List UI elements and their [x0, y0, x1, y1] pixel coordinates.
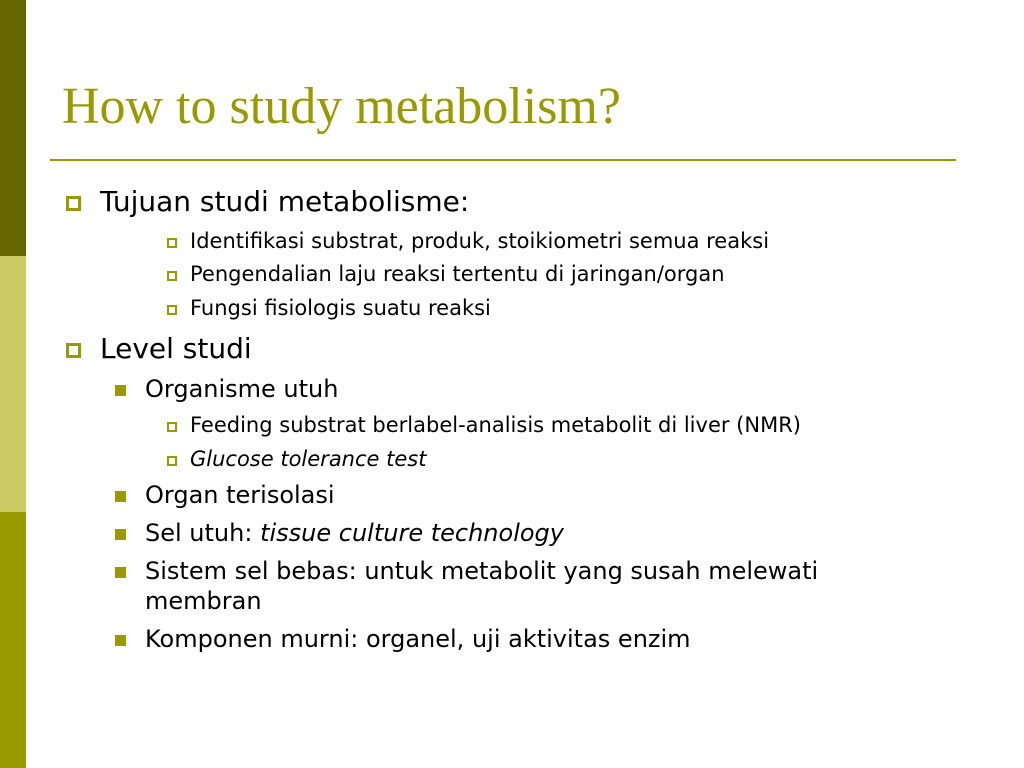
hollow-square-bullet-icon: [167, 238, 177, 248]
bullet-text: [145, 518, 564, 548]
bullet-text-line-2: membran: [145, 587, 262, 615]
bullet-tujuan: [100, 185, 469, 219]
hollow-square-bullet-icon: [66, 196, 81, 211]
hollow-square-bullet-icon: [167, 271, 177, 281]
hollow-square-bullet-icon: [167, 456, 177, 466]
sub-bullet-sistem-sel-bebas: [145, 556, 818, 616]
solid-square-bullet-icon: [115, 567, 126, 578]
solid-square-bullet-icon: [115, 491, 126, 502]
solid-square-bullet-icon: [115, 635, 126, 646]
hollow-square-bullet-icon: [167, 422, 177, 432]
bullet-text: Tujuan studi metabolisme:: [100, 185, 470, 218]
sub-bullet-pengendalian: [190, 261, 725, 287]
sub-bullet-komponen-murni: [145, 624, 691, 654]
bullet-level-studi: [100, 332, 252, 366]
bullet-text: Organisme utuh: [145, 375, 339, 403]
bullet-prefix: Sel utuh:: [145, 519, 261, 547]
bullet-text: Komponen murni: organel, uji aktivitas enzim: [145, 625, 691, 653]
hollow-square-bullet-icon: [66, 343, 81, 358]
bullet-text: Level studi: [100, 332, 252, 365]
bullet-text: Organ terisolasi: [145, 481, 335, 509]
bullet-emphasis: tissue culture technology: [260, 519, 564, 547]
bullet-text: Pengendalian laju reaksi tertentu di jaringan/organ: [190, 262, 725, 286]
sub-bullet-fungsi: [190, 295, 491, 321]
sub-bullet-organ-terisolasi: [145, 480, 335, 510]
sub-bullet-sel-utuh: [145, 518, 564, 548]
bullet-text: Feeding substrat berlabel-analisis metabolit di liver (NMR): [190, 413, 801, 437]
solid-square-bullet-icon: [115, 385, 126, 396]
sub-sub-bullet-feeding: [190, 412, 801, 438]
bullet-text: Identifikasi substrat, produk, stoikiometri semua reaksi: [190, 229, 770, 253]
bullet-text: Glucose tolerance test: [190, 447, 427, 471]
solid-square-bullet-icon: [115, 529, 126, 540]
sub-bullet-organisme-utuh: [145, 374, 338, 404]
bullet-text: [145, 556, 818, 616]
sub-sub-bullet-glucose: [190, 446, 426, 472]
bullet-text: Fungsi fisiologis suatu reaksi: [190, 296, 491, 320]
hollow-square-bullet-icon: [167, 305, 177, 315]
bullet-text-line-1: Sistem sel bebas: untuk metabolit yang susah melewati: [145, 557, 819, 585]
slide-title: How to study metabolism?: [62, 78, 621, 135]
sub-bullet-identifikasi: [190, 228, 769, 254]
